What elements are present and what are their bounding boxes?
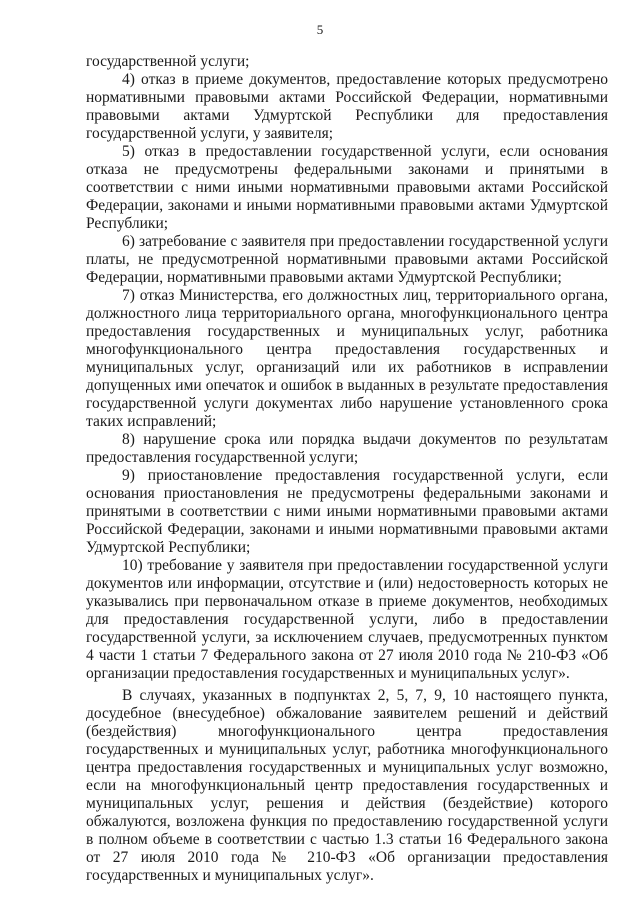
document-body <box>86 53 608 885</box>
list-item-4: 4) отказ в приеме документов, предоставление которых предусмотрено нормативными правовыми актами Российской Федерации, нормативными правовыми актами Удмуртской Республики для предоставления государственной услуги, у заявителя; <box>86 71 608 142</box>
paragraph-continuation: государственной услуги; <box>86 53 250 70</box>
list-item-9: 9) приостановление предоставления государственной услуги, если основания приостановления не предусмотрены федеральными законами и принятыми в соответствии с ними иными нормативными правовыми актами Российской Федерации, законами и иными нормативными правовыми актами Удмуртской Республики; <box>86 467 608 556</box>
list-item-6: 6) затребование с заявителя при предоставлении государственной услуги платы, не предусмотренной нормативными правовыми актами Российской Федерации, нормативными правовыми актами Удмуртской Республики; <box>86 233 608 286</box>
list-item-8: 8) нарушение срока или порядка выдачи документов по результатам предоставления государственной услуги; <box>86 431 608 466</box>
list-item-7: 7) отказ Министерства, его должностных лиц, территориального органа, должностного лица территориального органа, многофункционального центра предоставления государственных и муниципальных услуг, работника многофункционального центра предоставления государственных и муниципальных услуг, организаций или их работников в исправлении допущенных ими опечаток и ошибок в выданных в результате предоставления государственной услуги документах либо нарушение установленного срока таких исправлений; <box>86 287 608 430</box>
list-item-10: 10) требование у заявителя при предоставлении государственной услуги документов или информации, отсутствие и (или) недостоверность которых не указывались при первоначальном отказе в приеме документов, необходимых для предоставления государственной услуги, либо в предоставлении государственной услуги, за исключением случаев, предусмотренных пунктом 4 части 1 статьи 7 Федерального закона от 27 июля 2010 года № 210-ФЗ «Об организации предоставления государственных и муниципальных услуг». <box>86 557 608 682</box>
page-number: 5 <box>316 22 324 37</box>
list-item-5: 5) отказ в предоставлении государственной услуги, если основания отказа не предусмотрены федеральными законами и принятыми в соответствии с ними иными нормативными правовыми актами Российской Федерации, законами и иными нормативными правовыми актами Удмуртской Республики; <box>86 143 608 232</box>
closing-paragraph: В случаях, указанных в подпунктах 2, 5, 7, 9, 10 настоящего пункта, досудебное (внесудебное) обжалование заявителем решений и действий (бездействия) многофункционального центра предоставления государственных и муниципальных услуг, работника многофункционального центра предоставления государственных и муниципальных услуг возможно, если на многофункциональный центр предоставления государственных и муниципальных услуг, решения и действия (бездействие) которого обжалуются, возложена функция по предоставлению государственной услуги в полном объеме в соответствии с частью 1.3 статьи 16 Федерального закона от 27 июля 2010 года № 210-ФЗ «Об организации предоставления государственных и муниципальных услуг». <box>86 687 608 884</box>
